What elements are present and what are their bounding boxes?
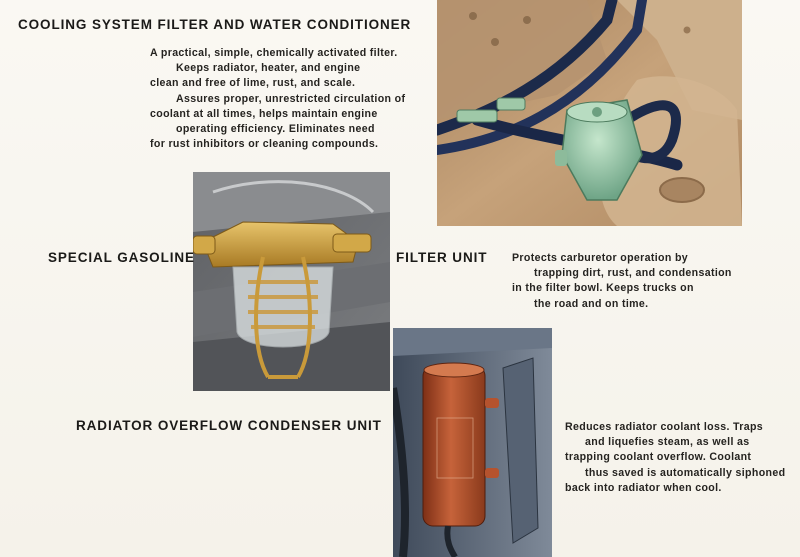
radiator-condenser-title: RADIATOR OVERFLOW CONDENSER UNIT <box>76 418 382 433</box>
text-line: thus saved is automatically siphoned <box>585 466 786 479</box>
gasoline-filter-title-right: FILTER UNIT <box>396 250 488 265</box>
radiator-condenser-illustration <box>393 328 552 557</box>
text-line: A practical, simple, chemically activated filter. <box>150 47 398 59</box>
text-line: for rust inhibitors or cleaning compounds. <box>150 138 379 151</box>
text-line: clean and free of lime, rust, and scale. <box>150 77 356 90</box>
cooling-filter-description <box>150 46 405 152</box>
text-line: Assures proper, unrestricted circulation of <box>176 92 406 105</box>
text-line: and liquefies steam, as well as <box>585 436 750 449</box>
gasoline-filter-title-left: SPECIAL GASOLINE <box>48 250 195 265</box>
text-line: coolant at all times, helps maintain engine <box>150 107 378 120</box>
text-line: trapping coolant overflow. Coolant <box>565 451 752 464</box>
text-line: Reduces radiator coolant loss. Traps <box>565 421 764 433</box>
text-line: the road and on time. <box>534 297 649 310</box>
text-line: trapping dirt, rust, and condensation <box>534 267 732 280</box>
gasoline-filter-description <box>512 251 732 312</box>
text-line: back into radiator when cool. <box>565 481 722 494</box>
cooling-filter-illustration <box>437 0 742 226</box>
cooling-filter-title: COOLING SYSTEM FILTER AND WATER CONDITIONER <box>18 17 412 32</box>
radiator-condenser-description <box>565 420 785 496</box>
text-line: operating efficiency. Eliminates need <box>176 123 375 136</box>
text-line: Protects carburetor operation by <box>512 252 689 264</box>
text-line: Keeps radiator, heater, and engine <box>176 62 361 75</box>
gasoline-filter-illustration <box>193 172 390 391</box>
text-line: in the filter bowl. Keeps trucks on <box>512 282 694 295</box>
